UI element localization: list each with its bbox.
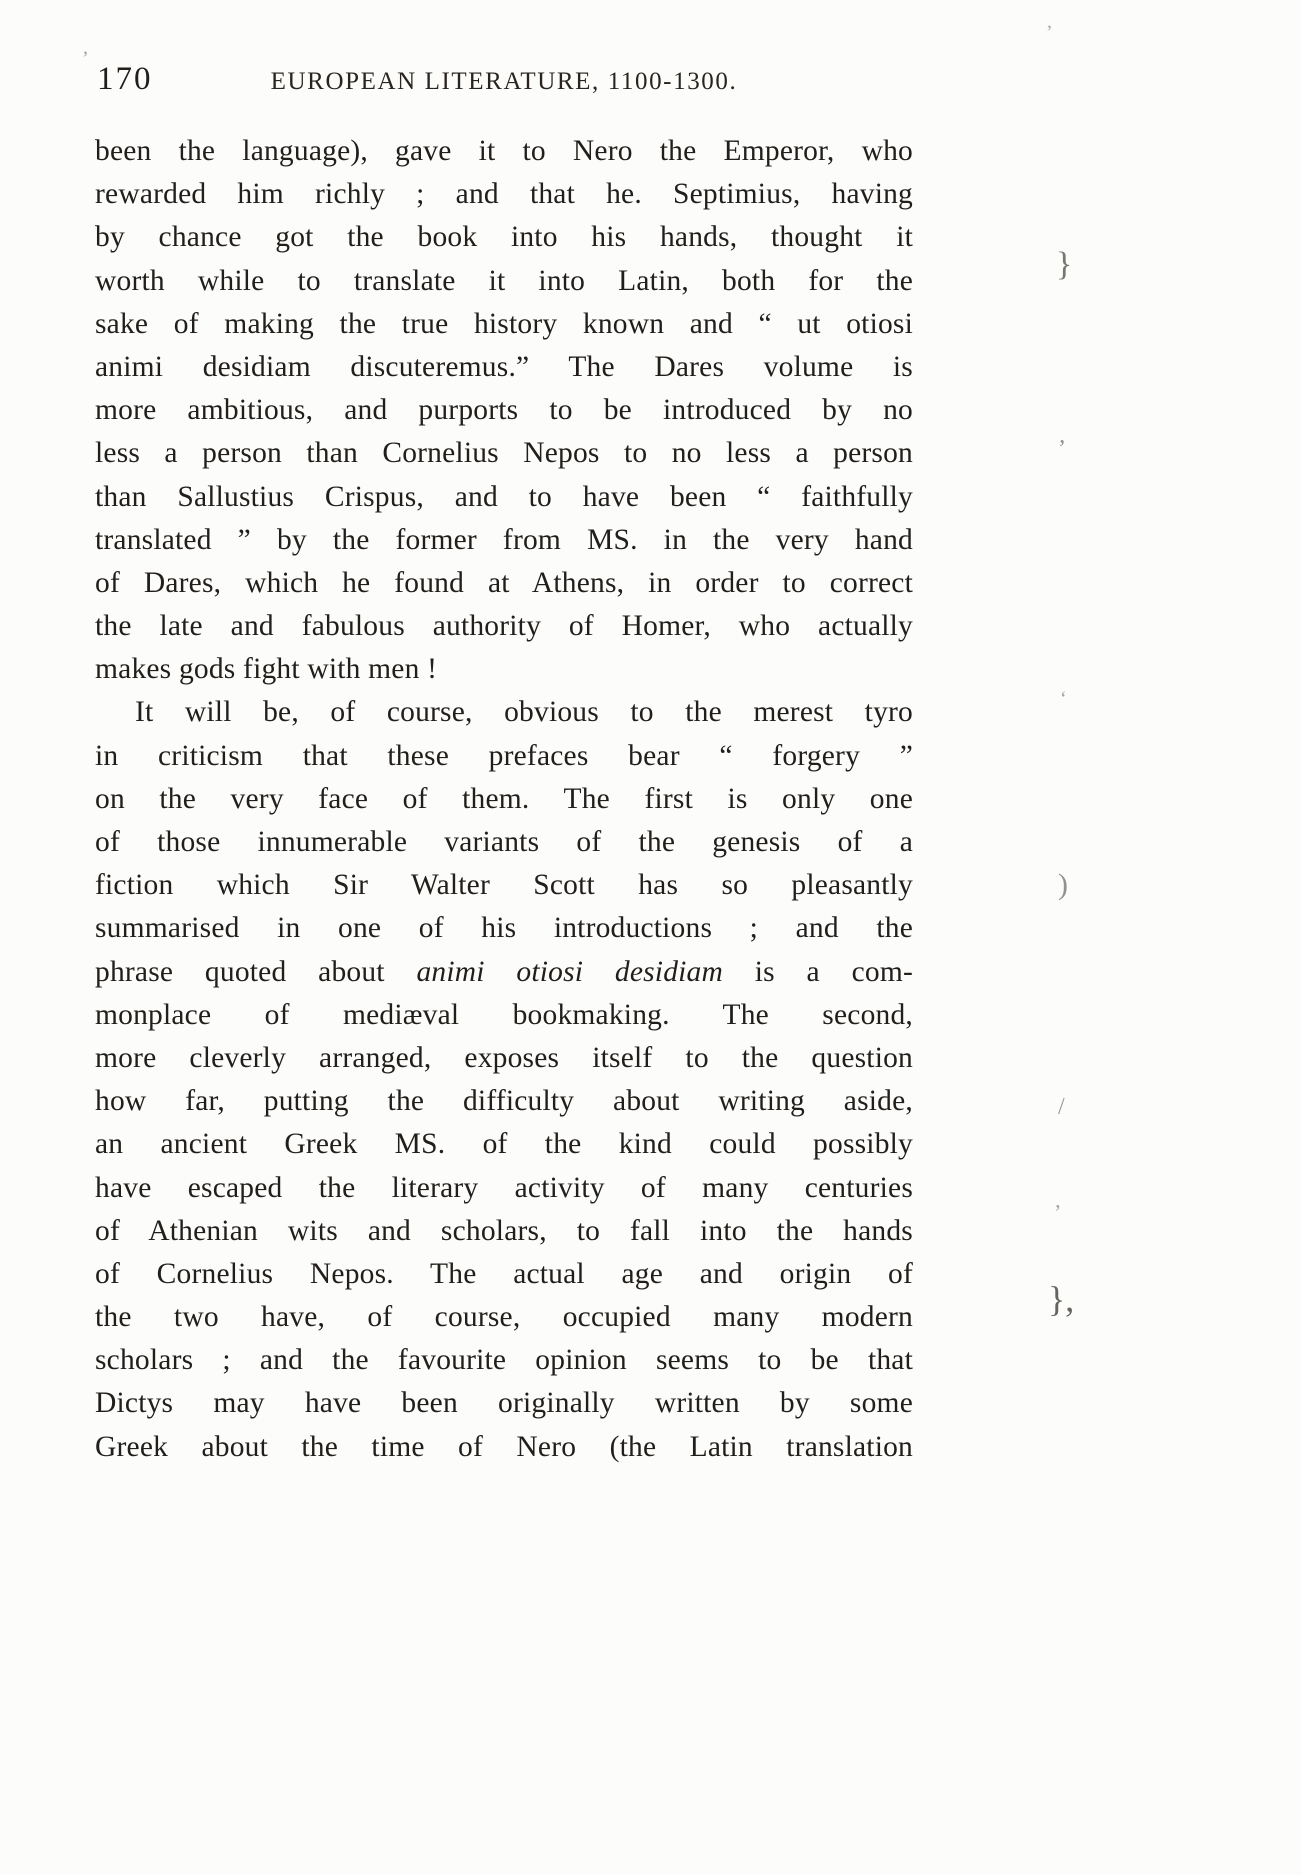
text-line: on the very face of them. The first is only one [95, 782, 913, 815]
scan-artifact: ʼ [1058, 436, 1066, 462]
text-line: translated ” by the former from MS. in the very hand [95, 523, 913, 556]
text-line: in criticism that these prefaces bear “ forgery ” [95, 739, 913, 772]
scan-artifact: ʼ [1054, 1200, 1062, 1225]
text-line: of Cornelius Nepos. The actual age and origin of [95, 1257, 913, 1290]
scan-artifact: }, [1048, 1279, 1075, 1319]
scan-artifact: / [1058, 1094, 1065, 1120]
text-line: makes gods fight with men ! [95, 653, 438, 686]
text-line: rewarded him richly ; and that he. Septimius, having [95, 178, 913, 211]
text-line: monplace of mediæval bookmaking. The second, [95, 998, 913, 1031]
text-line: animi desidiam discuteremus.” The Dares volume is [95, 350, 913, 383]
text-block [95, 130, 913, 1469]
text-line: Greek about the time of Nero (the Latin translation [95, 1430, 913, 1463]
text-line: been the language), gave it to Nero the Emperor, who [95, 135, 913, 167]
text-line: the late and fabulous authority of Homer, who actually [95, 610, 913, 643]
text-line: by chance got the book into his hands, thought it [95, 221, 913, 254]
text-line: Dictys may have been originally written by some [95, 1387, 913, 1420]
text-line: an ancient Greek MS. of the kind could possibly [95, 1128, 913, 1161]
text-line: more ambitious, and purports to be introduced by no [95, 394, 913, 427]
page-number: 170 [97, 61, 153, 97]
text-line: summarised in one of his introductions ; and the [95, 912, 913, 945]
page-header [95, 58, 913, 96]
text-line: have escaped the literary activity of many centuries [95, 1171, 913, 1204]
text-line: the two have, of course, occupied many modern [95, 1301, 913, 1334]
text-line: It will be, of course, obvious to the merest tyro [135, 696, 913, 729]
text-line: sake of making the true history known and “ ut otiosi [95, 307, 913, 340]
text-line: less a person than Cornelius Nepos to no less a person [95, 437, 913, 470]
text-line: phrase quoted about animi otiosi desidiam is a com- [95, 955, 913, 988]
text-line: of those innumerable variants of the genesis of a [95, 826, 913, 858]
text-line: of Dares, which he found at Athens, in order to correct [95, 566, 913, 599]
text-line: than Sallustius Crispus, and to have been “ faithfully [95, 480, 913, 513]
text-line: fiction which Sir Walter Scott has so pleasantly [95, 869, 913, 902]
scan-artifact: ) [1058, 868, 1068, 901]
scan-artifact: ʼ [1046, 22, 1053, 44]
text-line: scholars ; and the favourite opinion seems to be that [95, 1344, 913, 1377]
scan-artifact: } [1056, 246, 1073, 283]
text-line: of Athenian wits and scholars, to fall into the hands [95, 1214, 913, 1247]
running-header: EUROPEAN LITERATURE, 1100-1300. [270, 68, 738, 95]
scan-artifact: ʻ [1060, 688, 1067, 710]
text-line: how far, putting the difficulty about writing aside, [95, 1085, 913, 1118]
text-line: worth while to translate it into Latin, both for the [95, 264, 913, 297]
scan-artifact: ʼ [82, 48, 89, 70]
text-line: more cleverly arranged, exposes itself to the question [95, 1041, 913, 1074]
